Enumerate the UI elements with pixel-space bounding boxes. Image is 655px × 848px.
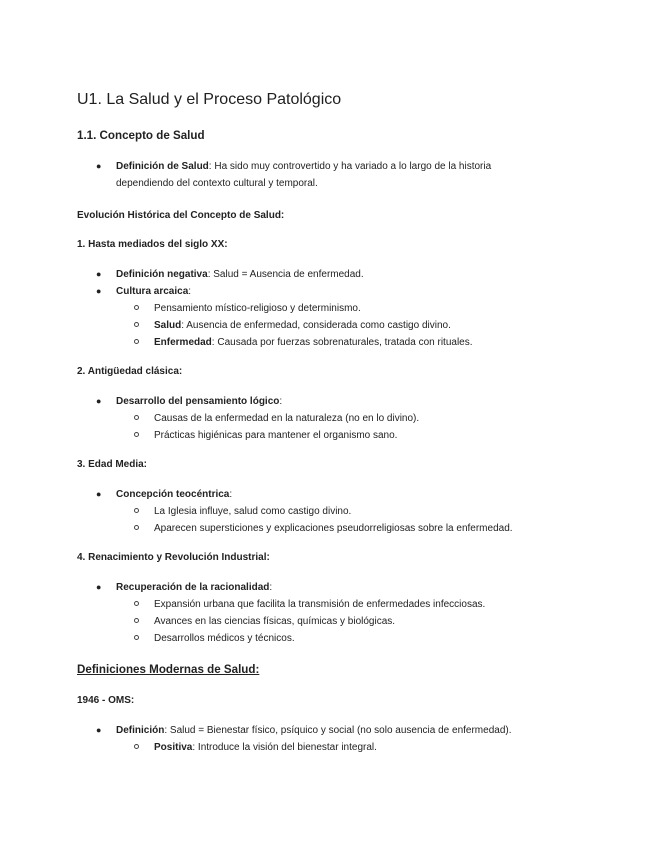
item-text: Causas de la enfermedad en la naturaleza (no en lo divino).: [154, 413, 420, 424]
list-item: [96, 722, 512, 739]
item-text: : Ha sido muy controvertido y ha variado a lo largo de la historia: [208, 161, 492, 172]
subheading-era1: 1. Hasta mediados del siglo XX:: [77, 239, 228, 250]
sub-list-item: [154, 503, 351, 520]
item-text: : Salud = Bienestar físico, psíquico y social (no solo ausencia de enfermedad).: [164, 725, 512, 736]
list-item: [96, 266, 364, 283]
bullet-icon: ●: [96, 161, 102, 171]
item-text: Pensamiento místico-religioso y determinismo.: [154, 303, 361, 314]
section-heading-modernas: Definiciones Modernas de Salud:: [77, 663, 260, 676]
bullet-icon: ●: [96, 396, 102, 406]
sub-list-item: [154, 630, 295, 647]
bullet-icon: ●: [96, 725, 102, 735]
sub-list-item: [154, 739, 377, 756]
circle-bullet-icon: [134, 339, 139, 344]
list-item: [96, 486, 233, 503]
circle-bullet-icon: [134, 618, 139, 623]
term: Cultura arcaica: [116, 286, 189, 297]
item-text: : Causada por fuerzas sobrenaturales, tratada con rituales.: [211, 337, 473, 348]
item-text: Prácticas higiénicas para mantener el organismo sano.: [154, 430, 398, 441]
circle-bullet-icon: [134, 432, 139, 437]
bullet-icon: ●: [96, 286, 102, 296]
term: Enfermedad: [154, 337, 212, 348]
list-item: [96, 579, 273, 596]
circle-bullet-icon: [134, 415, 139, 420]
sub-list-item: [154, 300, 361, 317]
bullet-icon: ●: [96, 582, 102, 592]
circle-bullet-icon: [134, 601, 139, 606]
item-text: : Salud = Ausencia de enfermedad.: [207, 269, 364, 280]
item-text: : Ausencia de enfermedad, considerada como castigo divino.: [181, 320, 451, 331]
sub-list-item: [154, 596, 485, 613]
item-text: Expansión urbana que facilita la transmisión de enfermedades infecciosas.: [154, 599, 486, 610]
circle-bullet-icon: [134, 525, 139, 530]
list-item: [96, 393, 283, 410]
sub-list-item: [154, 520, 513, 537]
circle-bullet-icon: [134, 635, 139, 640]
circle-bullet-icon: [134, 744, 139, 749]
item-text: La Iglesia influye, salud como castigo divino.: [154, 506, 352, 517]
term: Salud: [154, 320, 182, 331]
item-text: :: [188, 286, 192, 297]
term: Definición negativa: [116, 269, 208, 280]
term: Concepción teocéntrica: [116, 489, 230, 500]
subheading-era2: 2. Antigüedad clásica:: [77, 366, 183, 377]
list-item-definicion-salud: [96, 158, 492, 192]
bullet-icon: ●: [96, 489, 102, 499]
sub-list-item: [154, 317, 451, 334]
circle-bullet-icon: [134, 508, 139, 513]
bullet-icon: ●: [96, 269, 102, 279]
item-text: : Introduce la visión del bienestar integral.: [192, 742, 377, 753]
subheading-era4: 4. Renacimiento y Revolución Industrial:: [77, 552, 270, 563]
item-text: Aparecen supersticiones y explicaciones pseudorreligiosas sobre la enfermedad.: [154, 523, 513, 534]
item-text: Desarrollos médicos y técnicos.: [154, 633, 295, 644]
item-text: :: [269, 582, 273, 593]
subheading-oms: 1946 - OMS:: [77, 695, 135, 706]
item-text: :: [229, 489, 233, 500]
term: Desarrollo del pensamiento lógico: [116, 396, 280, 407]
subheading-era3: 3. Edad Media:: [77, 459, 148, 470]
sub-list-item: [154, 334, 473, 351]
circle-bullet-icon: [134, 322, 139, 327]
term: Positiva: [154, 742, 193, 753]
term: Definición: [116, 725, 165, 736]
sub-list-item: [154, 613, 395, 630]
item-text-continued: dependiendo del contexto cultural y temporal.: [116, 178, 318, 189]
subheading-evolucion: Evolución Histórica del Concepto de Salud:: [77, 210, 285, 221]
term: Definición de Salud: [116, 161, 209, 172]
document-title: U1. La Salud y el Proceso Patológico: [77, 91, 342, 108]
circle-bullet-icon: [134, 305, 139, 310]
item-text: :: [279, 396, 283, 407]
sub-list-item: [154, 410, 419, 427]
sub-list-item: [154, 427, 397, 444]
list-item: [96, 283, 192, 300]
item-text: Avances en las ciencias físicas, químicas y biológicas.: [154, 616, 396, 627]
term: Recuperación de la racionalidad: [116, 582, 270, 593]
section-heading-concepto: 1.1. Concepto de Salud: [77, 129, 205, 142]
